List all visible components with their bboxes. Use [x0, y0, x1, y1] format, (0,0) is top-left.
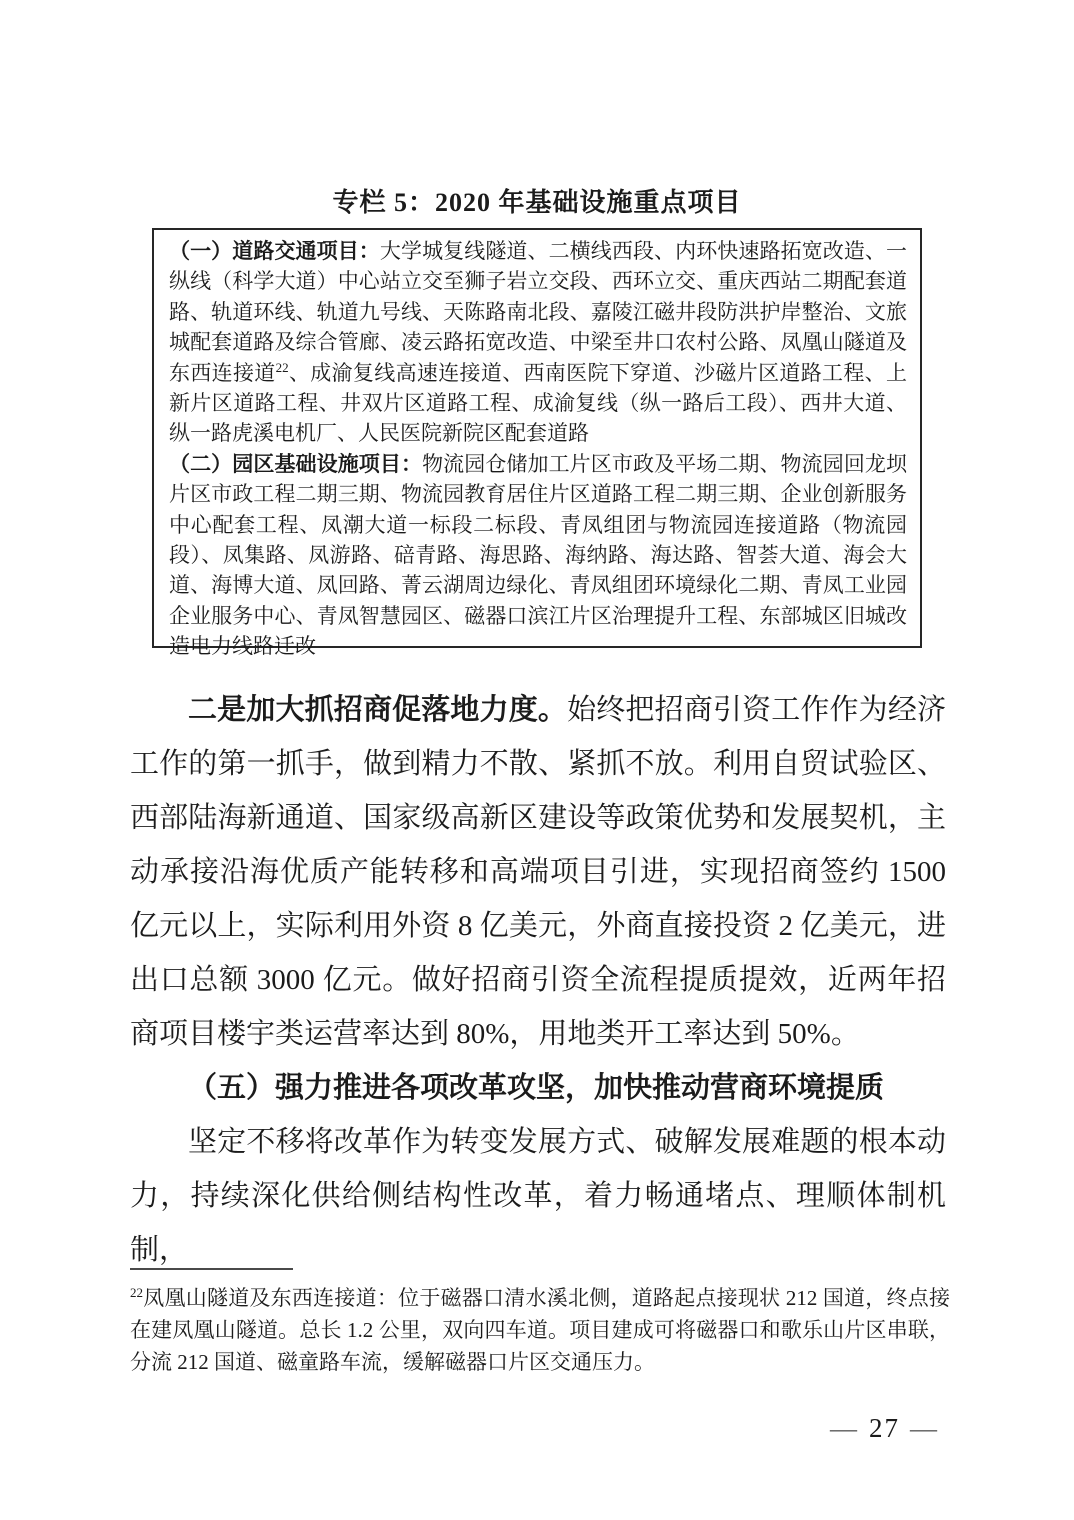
footnote-label: 凤凰山隧道及东西连接道：	[143, 1286, 399, 1310]
project-box	[152, 228, 922, 659]
footnote-divider	[130, 1268, 293, 1270]
page-number-dash-left: —	[830, 1413, 859, 1443]
footnote-text: 位于磁器口清水溪北侧，道路起点接现状 212 国道，终点接在建凤凰山隧道。总长 1.2 公里，双向四车道。项目建成可将磁器口和歌乐山片区串联，分流 212 国道、磁童路车流，缓解磁器口片区交通压力。	[130, 1286, 951, 1374]
box-item-park-projects	[169, 449, 907, 662]
box-title: 专栏 5：2020 年基础设施重点项目	[332, 188, 742, 217]
footnote	[130, 1282, 950, 1378]
footnote-number: 22	[130, 1285, 144, 1300]
para-reform: 坚定不移将改革作为转变发展方式、破解发展难题的根本动力，持续深化供给侧结构性改革，着力畅通堵点、理顺体制机制，	[130, 1126, 946, 1266]
body-text-block	[130, 683, 946, 1277]
park-projects-label: （二）园区基础设施项目：	[169, 451, 423, 476]
road-projects-text-continued: 、成渝复线高速连接道、西南医院下穿道、沙磁片区道路工程、上新片区道路工程、井双片区道路工程、成渝复线（纵一路后工段）、西井大道、纵一路虎溪电机厂、人民医院新院区配套道路	[169, 360, 908, 446]
road-projects-text: 大学城复线隧道、二横线西段、内环快速路拓宽改造、一纵线（科学大道）中心站立交至狮子岩立交段、西环立交、重庆西站二期配套道路、轨道环线、轨道九号线、天陈路南北段、嘉陵江磁井段防洪护岸整治、文旅城配套道路及综合管廊、凌云路拓宽改造、中梁至井口农村公路、凤凰山隧道及东西连接道	[169, 239, 908, 385]
footnote-ref-22: 22	[275, 359, 289, 375]
box-item-road-projects	[169, 236, 907, 449]
park-projects-text: 物流园仓储加工片区市政及平场二期、物流园回龙坝片区市政工程二期三期、物流园教育居住片区道路工程二期三期、企业创新服务中心配套工程、凤潮大道一标段二标段、青凤组团与物流园连接道路（物流园段）、凤集路、凤游路、碚青路、海思路、海纳路、海达路、智荟大道、海会大道、海博大道、凤回路、菁云湖周边绿化、青凤组团环境绿化二期、青凤工业园企业服务中心、青凤智慧园区、磁器口滨江片区治理提升工程、东部城区旧城改造电力线路迁改	[169, 451, 908, 659]
para-investment	[130, 683, 946, 1061]
page-number-dash-right: —	[910, 1413, 939, 1443]
para-investment-text: 始终把招商引资工作作为经济工作的第一抓手，做到精力不散、紧抓不放。利用自贸试验区、西部陆海新通道、国家级高新区建设等政策优势和发展契机，主动承接沿海优质产能转移和高端项目引进，实现招商签约 1500 亿元以上，实际利用外资 8 亿美元，外商直接投资 2 亿美元，进出口总额 3000 亿元。做好招商引资全流程提质提效，近两年招商项目楼宇类运营率达到 80%，用地类开工率达到 50%。	[130, 694, 946, 1050]
page-number	[820, 1413, 949, 1444]
para-investment-lead: 二是加大抓招商促落地力度。	[188, 694, 568, 726]
page-number-value: 27	[869, 1413, 900, 1443]
section-heading-5: （五）强力推进各项改革攻坚，加快推动营商环境提质	[188, 1072, 885, 1104]
road-projects-label: （一）道路交通项目：	[169, 239, 380, 263]
